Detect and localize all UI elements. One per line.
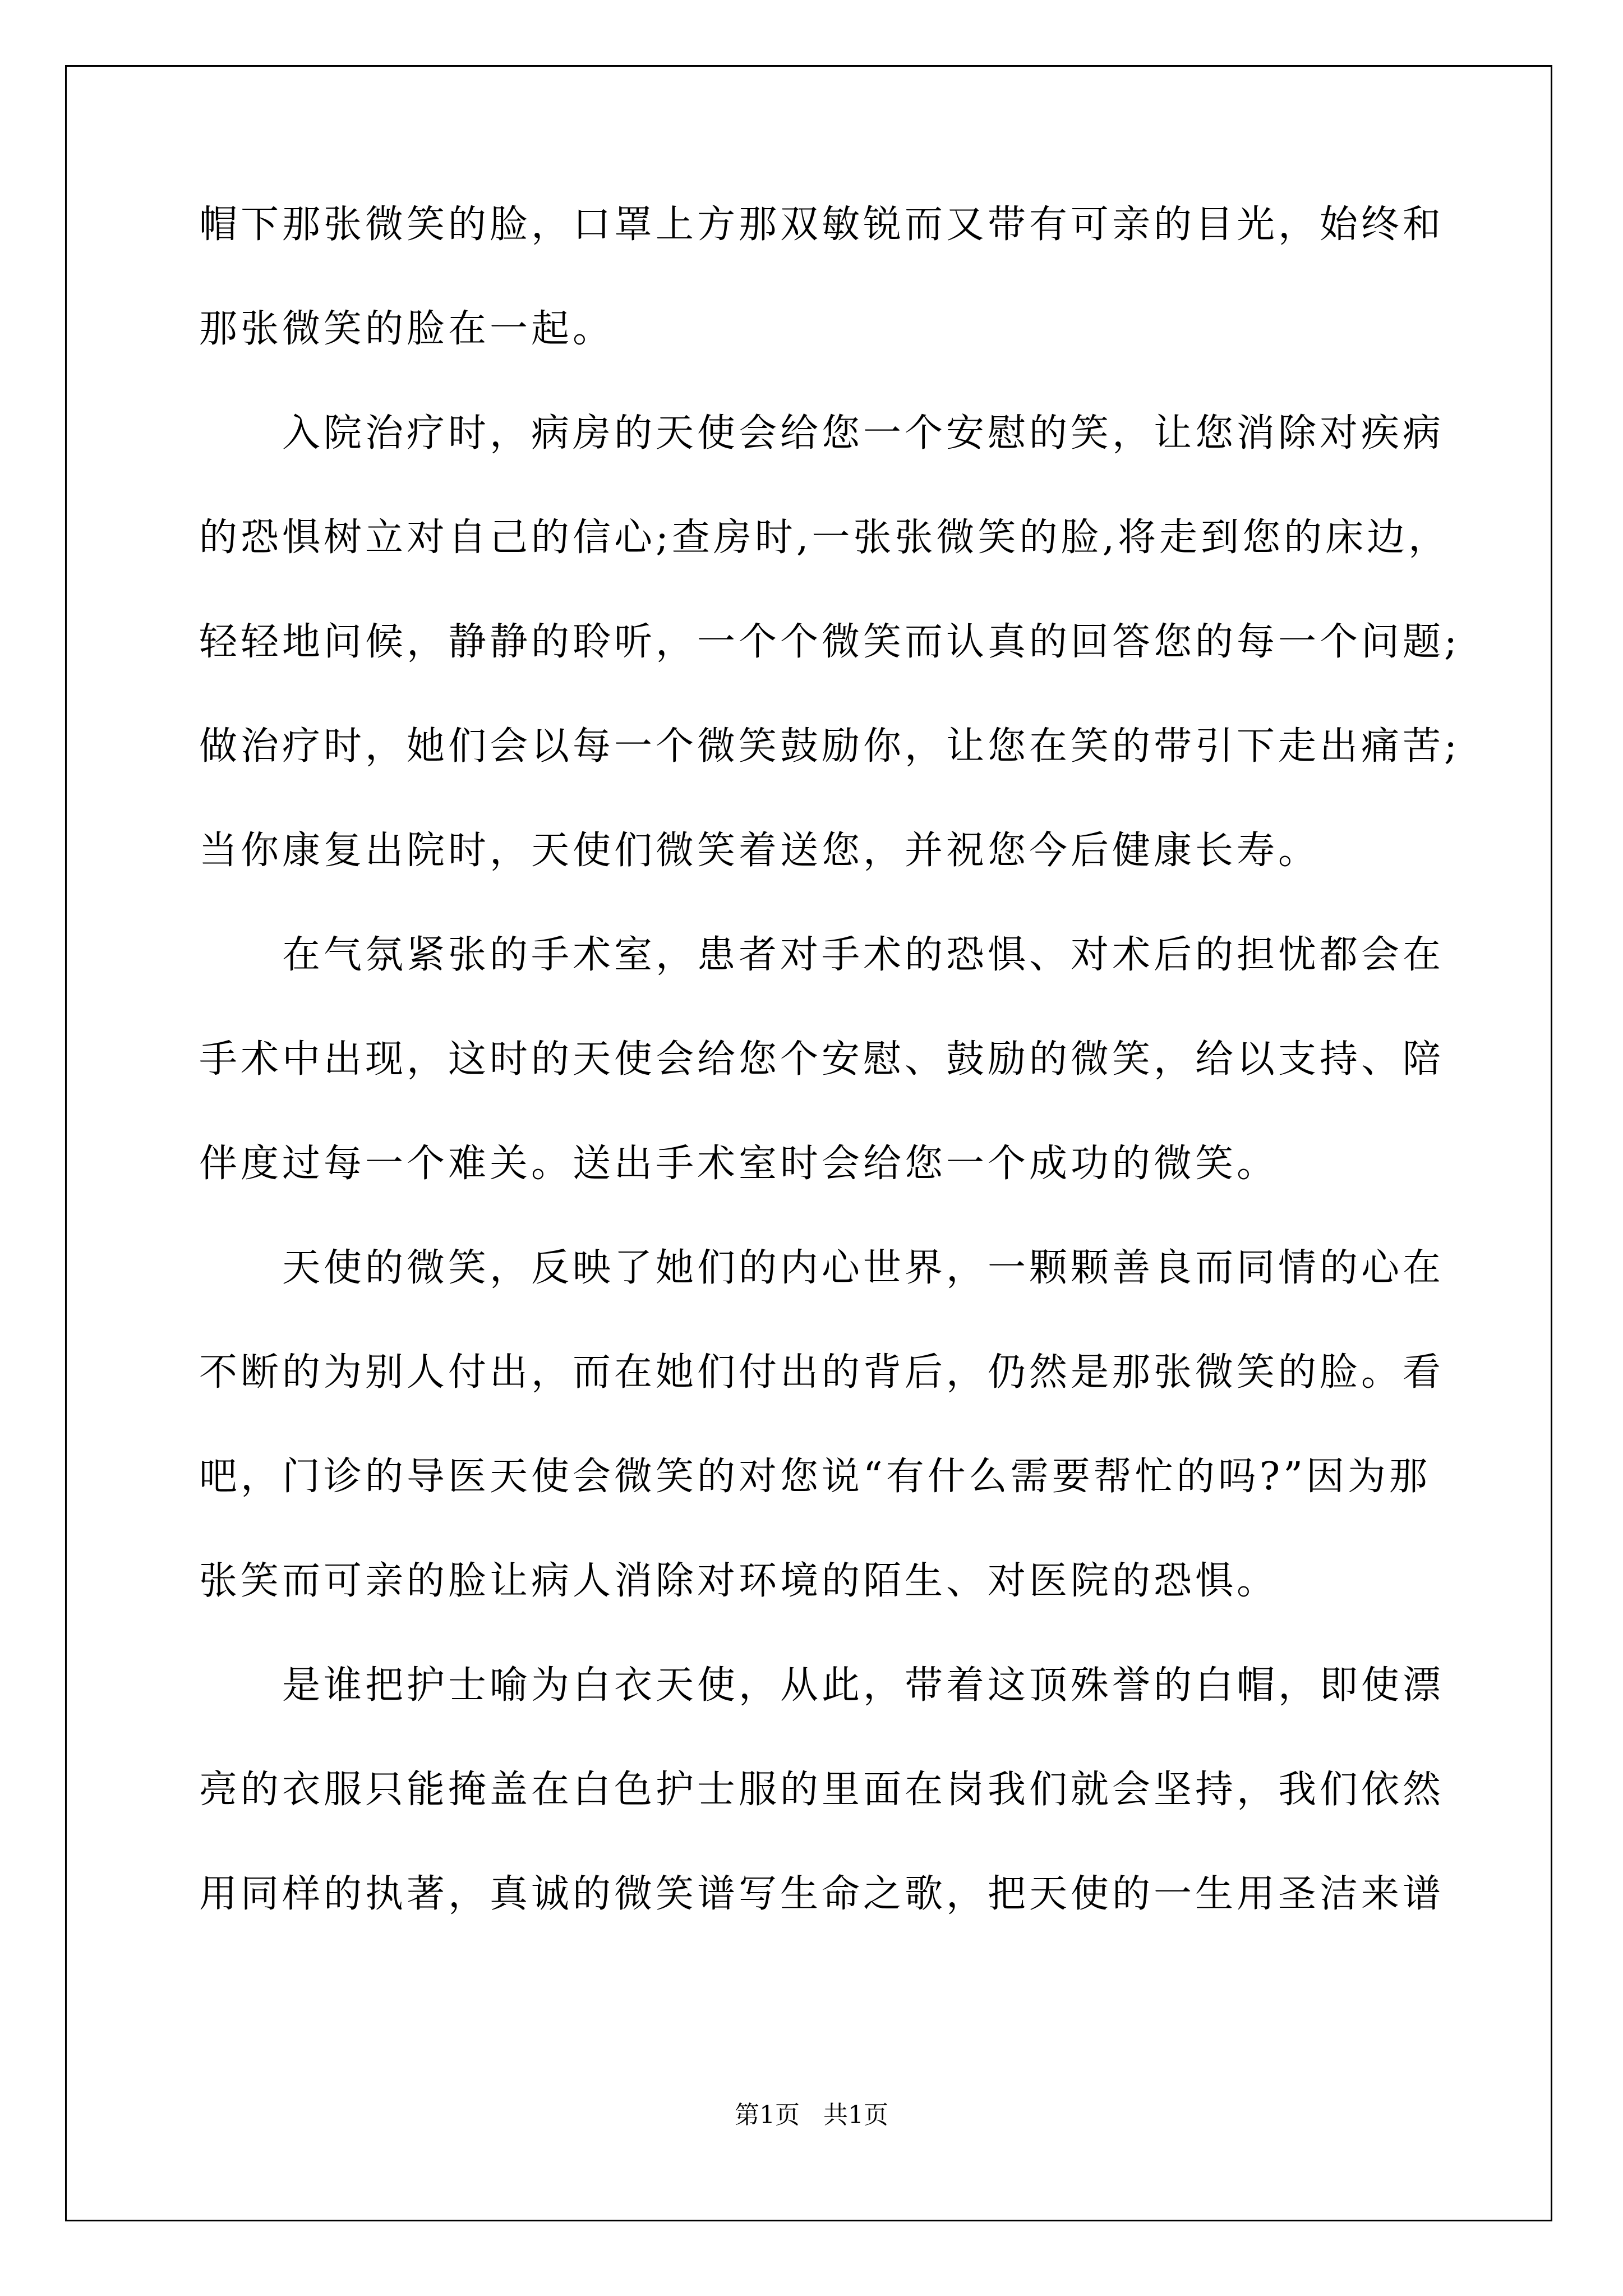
text-line: 轻轻地问候，静静的聆听，一个个微笑而认真的回答您的每一个问题; bbox=[199, 620, 1460, 664]
text-line: 的恐惧树立对自己的信心;查房时,一张张微笑的脸,将走到您的床边， bbox=[199, 516, 1450, 560]
text-line: 不断的为别人付出，而在她们付出的背后，仍然是那张微笑的脸。看 bbox=[199, 1350, 1445, 1395]
text-line: 吧，门诊的导医天使会微笑的对您说“有什么需要帮忙的吗?”因为那 bbox=[199, 1455, 1431, 1499]
document-body bbox=[199, 203, 1460, 1916]
text-line: 在气氛紧张的手术室，患者对手术的恐惧、对术后的担忧都会在 bbox=[199, 933, 1445, 977]
text-line: 帽下那张微笑的脸，口罩上方那双敏锐而又带有可亲的目光，始终和 bbox=[199, 203, 1445, 247]
text-line: 当你康复出院时，天使们微笑着送您，并祝您今后健康长寿。 bbox=[199, 829, 1320, 873]
text-line: 亮的衣服只能掩盖在白色护士服的里面在岗我们就会坚持，我们依然 bbox=[199, 1768, 1445, 1812]
text-line: 伴度过每一个难关。送出手术室时会给您一个成功的微笑。 bbox=[199, 1142, 1279, 1186]
text-line: 那张微笑的脸在一起。 bbox=[199, 307, 615, 351]
text-line: 天使的微笑，反映了她们的内心世界，一颗颗善良而同情的心在 bbox=[199, 1246, 1445, 1290]
text-line: 做治疗时，她们会以每一个微笑鼓励你，让您在笑的带引下走出痛苦; bbox=[199, 724, 1460, 769]
text-line: 张笑而可亲的脸让病人消除对环境的陌生、对医院的恐惧。 bbox=[199, 1559, 1279, 1603]
text-line: 是谁把护士喻为白衣天使，从此，带着这顶殊誉的白帽，即使漂 bbox=[199, 1663, 1445, 1708]
text-line: 用同样的执著，真诚的微笑谱写生命之歌，把天使的一生用圣洁来谱 bbox=[199, 1872, 1445, 1916]
text-line: 手术中出现，这时的天使会给您个安慰、鼓励的微笑，给以支持、陪 bbox=[199, 1037, 1445, 1082]
page-number-footer: 第1页 共1页 bbox=[735, 2101, 888, 2129]
text-line: 入院治疗时，病房的天使会给您一个安慰的笑，让您消除对疾病 bbox=[199, 411, 1445, 455]
